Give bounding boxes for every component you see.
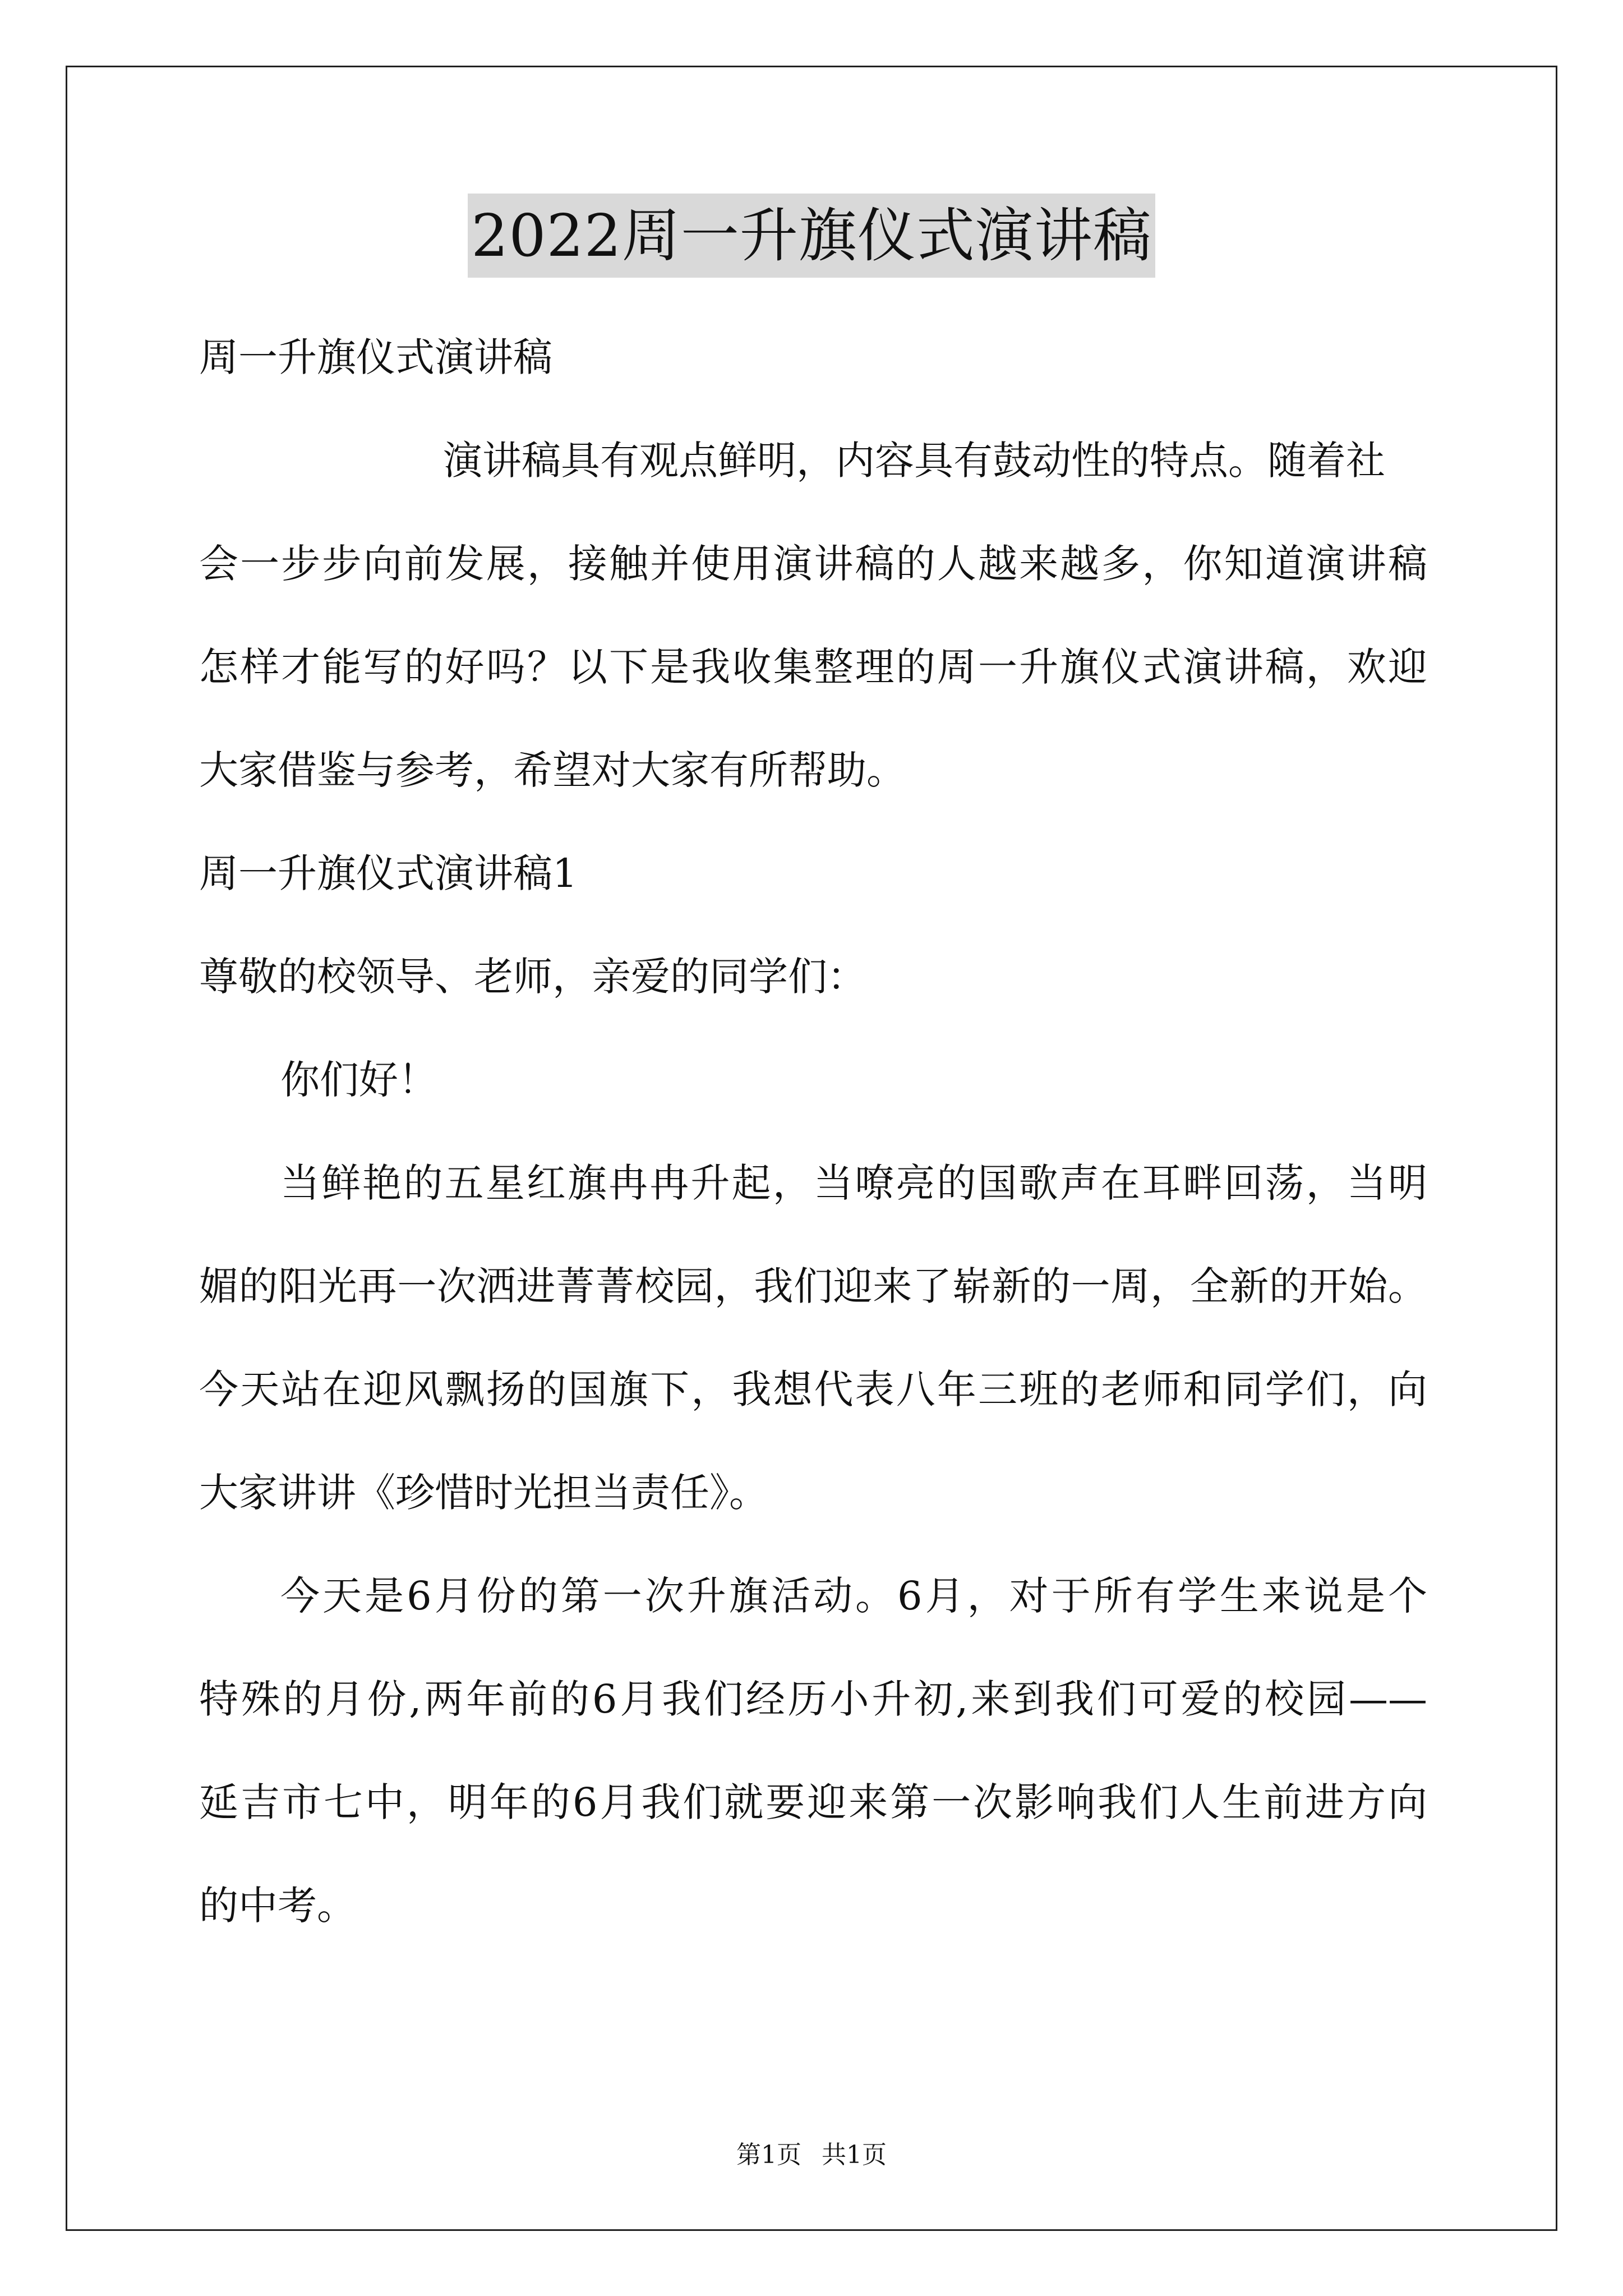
paragraph-line: 大家借鉴与参考，希望对大家有所帮助。 (199, 747, 906, 793)
paragraph-line: 的中考。 (199, 1883, 356, 1929)
title-container (0, 194, 1623, 278)
salutation-line: 尊敬的校领导、老师，亲爱的同学们： (199, 954, 866, 1000)
page-total: 共1页 (822, 2141, 887, 2169)
paragraph-line: 今天站在迎风飘扬的国旗下，我想代表八年三班的老师和同学们，向 (199, 1366, 1427, 1412)
paragraph-line: 今天是6月份的第一次升旗活动。6月，对于所有学生来说是个 (280, 1573, 1427, 1619)
paragraph-line: 延吉市七中，明年的6月我们就要迎来第一次影响我们人生前进方向 (199, 1779, 1427, 1825)
paragraph-line: 演讲稿具有观点鲜明，内容具有鼓动性的特点。随着社 (443, 438, 1385, 484)
paragraph-line: 特殊的月份,两年前的6月我们经历小升初,来到我们可爱的校园—— (199, 1676, 1427, 1722)
section-heading: 周一升旗仪式演讲稿1 (199, 850, 578, 896)
document-title: 2022周一升旗仪式演讲稿 (468, 194, 1155, 278)
page-footer (0, 2138, 1623, 2172)
paragraph-line: 当鲜艳的五星红旗冉冉升起，当嘹亮的国歌声在耳畔回荡，当明 (280, 1160, 1427, 1206)
paragraph-line: 大家讲讲《珍惜时光担当责任》。 (199, 1470, 768, 1516)
greeting-line: 你们好！ (280, 1057, 437, 1103)
paragraph-line: 会一步步向前发展，接触并使用演讲稿的人越来越多，你知道演讲稿 (199, 541, 1427, 587)
page-number: 第1页 (736, 2141, 801, 2169)
document-body (199, 306, 1427, 1957)
section-heading: 周一升旗仪式演讲稿 (199, 334, 552, 380)
paragraph-line: 怎样才能写的好吗？以下是我收集整理的周一升旗仪式演讲稿，欢迎 (199, 644, 1427, 690)
paragraph-line: 媚的阳光再一次洒进菁菁校园，我们迎来了崭新的一周，全新的开始。 (199, 1263, 1427, 1309)
